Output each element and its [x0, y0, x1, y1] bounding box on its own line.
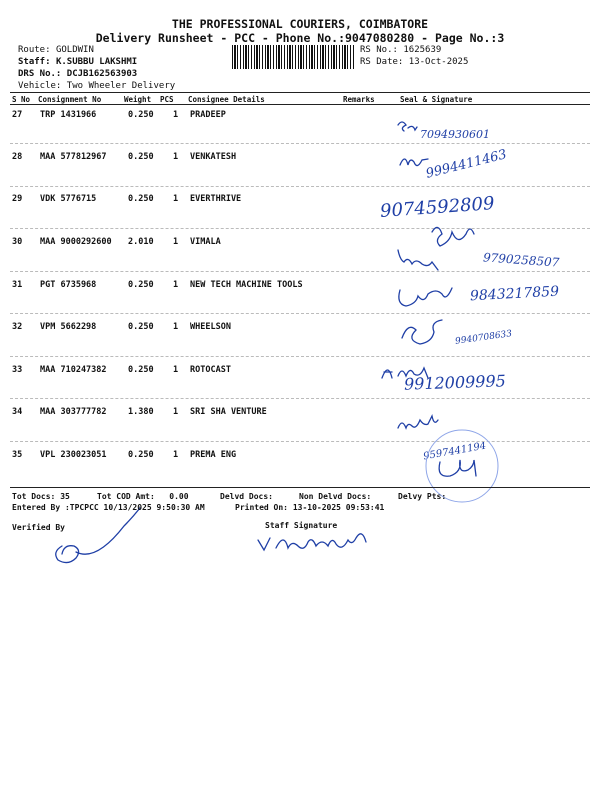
signature-scribble [398, 122, 417, 131]
row-sno: 30 [12, 237, 23, 247]
row-consignee: PREMA ENG [190, 450, 237, 460]
row-weight: 0.250 [128, 365, 154, 375]
col-remarks: Remarks [343, 95, 375, 104]
drs-label: DRS No.: [18, 69, 62, 79]
row-pcs: 1 [173, 194, 179, 204]
verified-by-label: Verified By [12, 523, 65, 532]
row-pcs: 1 [173, 152, 179, 162]
row-signature-phone: 9843217859 [469, 283, 560, 305]
row-pcs: 1 [173, 365, 179, 375]
row-consignee: WHEELSON [190, 322, 231, 332]
signature-scribble [432, 227, 474, 246]
row-signature-phone: 9790258507 [482, 250, 560, 270]
signature-scribble [399, 288, 452, 306]
row-weight: 0.250 [128, 194, 154, 204]
rs-no-value: 1625639 [403, 45, 442, 55]
row-pcs: 1 [173, 237, 179, 247]
tot-docs-label: Tot Docs: [12, 492, 56, 501]
col-sno: S No [12, 95, 31, 104]
row-consignee: NEW TECH MACHINE TOOLS [190, 280, 303, 290]
row-weight: 0.250 [128, 110, 154, 120]
row-sno: 33 [12, 365, 23, 375]
staff-label: Staff: [18, 57, 51, 67]
route-label: Route: [18, 45, 51, 55]
tot-cod-value: 0.00 [169, 492, 189, 501]
row-signature-phone: 9912009995 [403, 371, 507, 394]
rs-date-value: 13-Oct-2025 [408, 57, 469, 67]
row-pcs: 1 [173, 407, 179, 417]
printed-on-label: Printed On: [235, 503, 288, 512]
row-consignment-no: MAA 9000292600 [40, 237, 112, 247]
row-sno: 28 [12, 152, 23, 162]
row-weight: 0.250 [128, 280, 154, 290]
footer-rule [10, 487, 590, 488]
row-weight: 0.250 [128, 450, 154, 460]
row-consignee: VENKATESH [190, 152, 237, 162]
row-weight: 0.250 [128, 152, 154, 162]
rs-no-label: RS No.: [360, 45, 398, 55]
tot-cod-label: Tot COD Amt: [97, 492, 155, 501]
row-sno: 31 [12, 280, 23, 290]
row-weight: 0.250 [128, 322, 154, 332]
signature-scribble [382, 368, 428, 378]
col-consignee: Consignee Details [188, 95, 265, 104]
signature-scribble [439, 460, 476, 476]
row-signature-phone: 7094930601 [420, 128, 490, 141]
staff-signature [258, 534, 366, 550]
printed-on-value: 13-10-2025 09:53:41 [292, 503, 385, 512]
drs-value: DCJB162563903 [66, 69, 138, 79]
row-pcs: 1 [173, 110, 179, 120]
tot-docs [12, 492, 70, 501]
col-weight: Weight [124, 95, 152, 104]
col-pcs: PCS [160, 95, 174, 104]
row-consignment-no: MAA 710247382 [40, 365, 107, 375]
row-sno: 34 [12, 407, 23, 417]
row-pcs: 1 [173, 322, 179, 332]
row-pcs: 1 [173, 280, 179, 290]
staff-value: K.SUBBU LAKSHMI [55, 57, 138, 67]
tot-cod [97, 492, 189, 501]
company-title: THE PROFESSIONAL COURIERS, COIMBATORE [171, 17, 429, 31]
vehicle-value: Two Wheeler Delivery [66, 81, 176, 91]
signature-scribble [398, 250, 438, 270]
entered-by [12, 503, 205, 512]
signature-scribble [402, 320, 442, 344]
row-consignment-no: VDK 5776715 [40, 194, 97, 204]
delvy-pts-label: Delvy Pts: [398, 492, 447, 501]
row-sno: 29 [12, 194, 23, 204]
staff-signature-label: Staff Signature [265, 521, 338, 530]
row-consignee: EVERTHRIVE [190, 194, 242, 204]
entered-by-label: Entered By : [12, 503, 70, 512]
row-consignment-no: VPL 230023051 [40, 450, 107, 460]
col-seal-signature: Seal & Signature [400, 95, 473, 104]
tot-docs-value: 35 [60, 492, 70, 501]
printed-on [235, 503, 384, 512]
row-signature-phone: 9994411463 [424, 147, 509, 182]
row-consignee: ROTOCAST [190, 365, 231, 375]
row-sno: 27 [12, 110, 23, 120]
rs-date-label: RS Date: [360, 57, 404, 67]
vehicle-label: Vehicle: [18, 81, 62, 91]
row-consignment-no: TRP 1431966 [40, 110, 97, 120]
row-weight: 1.380 [128, 407, 154, 417]
entered-by-value: TPCPCC 10/13/2025 9:50:30 AM [69, 503, 205, 512]
runsheet-subtitle: Delivery Runsheet - PCC - Phone No.:9047080280 - Page No.:3 [95, 31, 505, 45]
non-delvd-docs-label: Non Delvd Docs: [299, 492, 372, 501]
row-consignment-no: MAA 577812967 [40, 152, 107, 162]
signature-scribble [398, 416, 438, 428]
route-value: GOLDWIN [55, 45, 94, 55]
row-consignee: PRADEEP [190, 110, 226, 120]
row-consignment-no: PGT 6735968 [40, 280, 97, 290]
row-signature-phone: 9074592809 [379, 193, 496, 222]
row-consignment-no: VPM 5662298 [40, 322, 97, 332]
signature-scribble [400, 159, 428, 166]
row-consignee: VIMALA [190, 237, 221, 247]
row-pcs: 1 [173, 450, 179, 460]
verifier-signature [56, 508, 140, 563]
row-signature-phone: 9597441194 [422, 440, 488, 463]
row-signature-phone: 9940708633 [454, 329, 513, 347]
row-weight: 2.010 [128, 237, 154, 247]
row-sno: 35 [12, 450, 23, 460]
row-consignee: SRI SHA VENTURE [190, 407, 267, 417]
col-consignment: Consignment No [38, 95, 102, 104]
row-sno: 32 [12, 322, 23, 332]
delvd-docs-label: Delvd Docs: [220, 492, 273, 501]
row-consignment-no: MAA 303777782 [40, 407, 107, 417]
